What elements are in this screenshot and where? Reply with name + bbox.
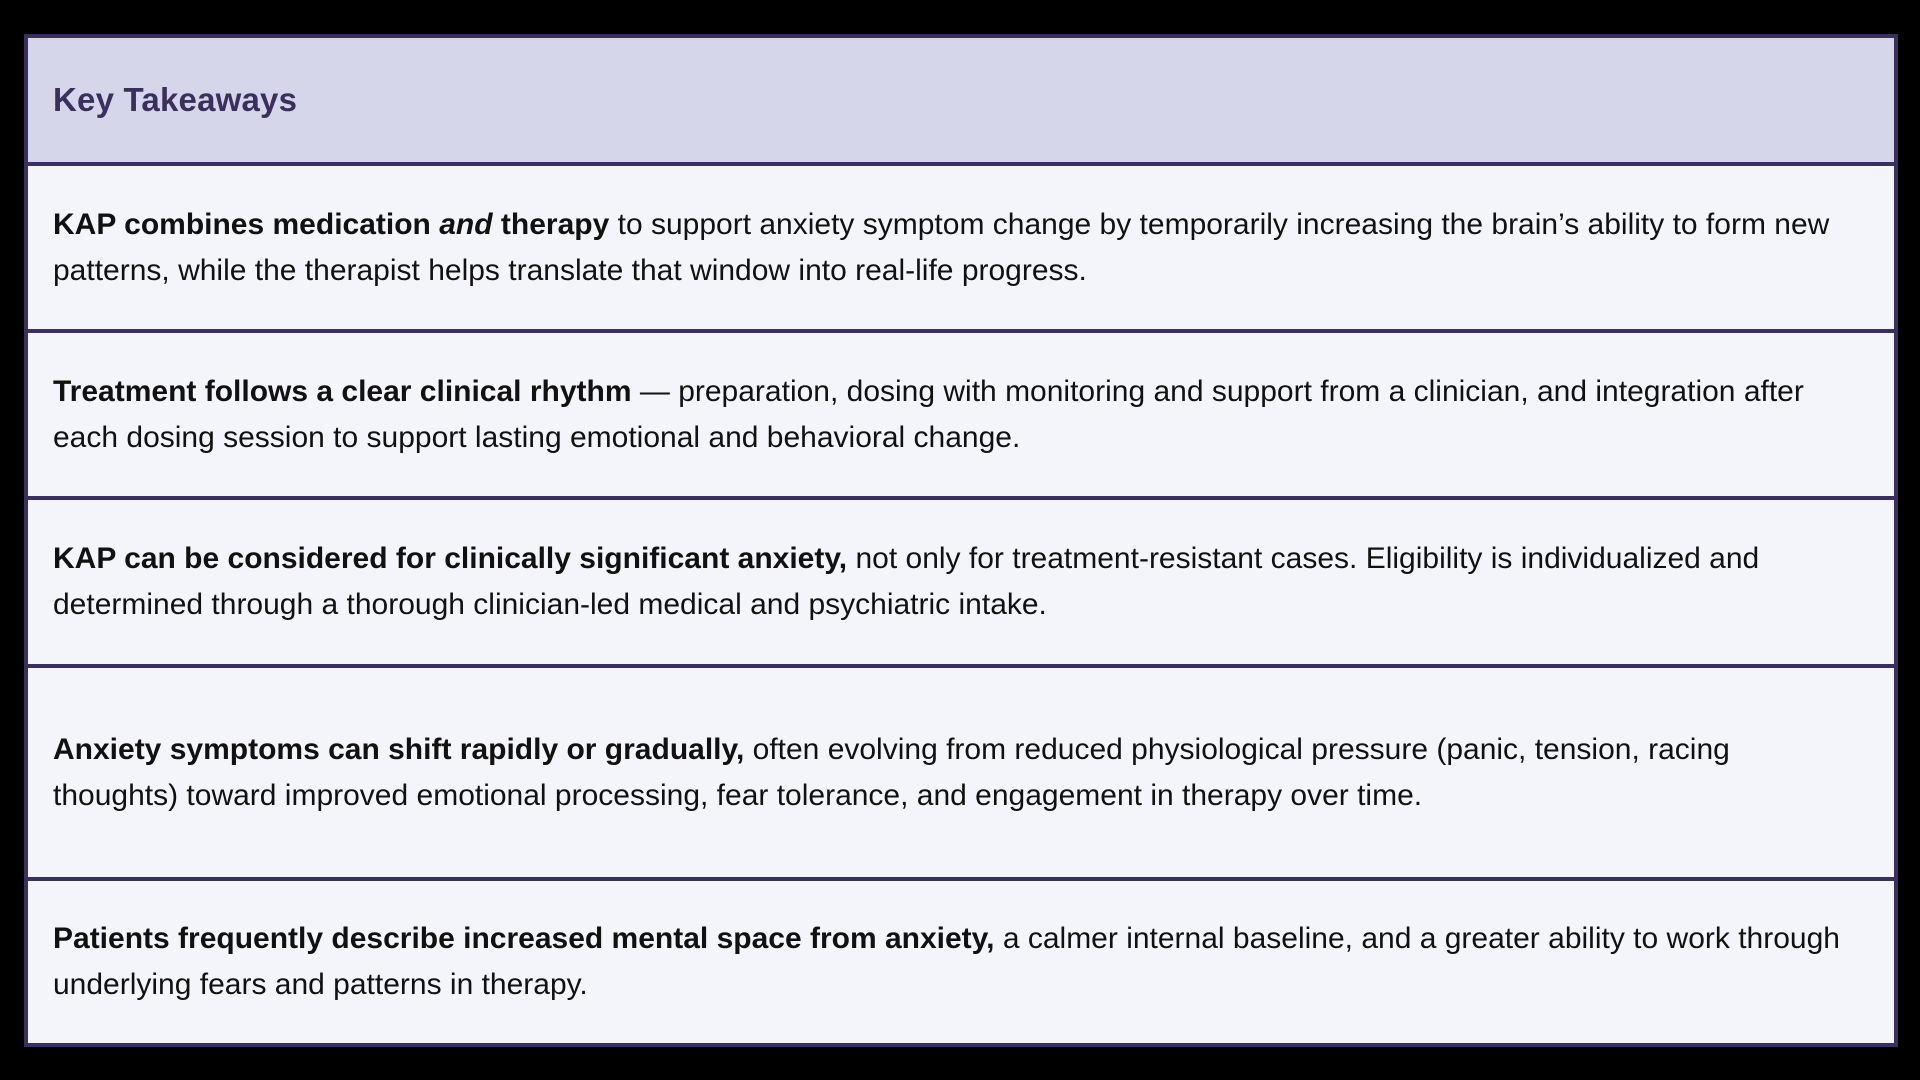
takeaway-bold-lead-cont: therapy (492, 207, 610, 241)
takeaway-body: to support anxiety symptom change by temporarily increasing the brain’s ability to form new patterns, while the therapist helps translate that window into real-life progress. (53, 207, 1830, 287)
takeaway-body: often evolving from reduced physiological pressure (panic, tension, racing thoughts) toward improved emotional processing, fear tolerance, and engagement in therapy over time. (53, 732, 1730, 812)
takeaway-bold-lead: KAP combines medication (53, 207, 440, 241)
takeaway-body: — preparation, dosing with monitoring and support from a clinician, and integration after each dosing session to support lasting emotional and behavioral change. (53, 374, 1804, 454)
takeaway-row-3 (28, 500, 1894, 668)
takeaway-row-1 (28, 166, 1894, 333)
takeaway-row-4 (28, 668, 1894, 881)
takeaway-bold-lead: KAP can be considered for clinically significant anxiety, (53, 542, 848, 575)
takeaway-row-2 (28, 333, 1894, 500)
takeaway-text (53, 536, 1854, 628)
takeaway-bold-lead: Treatment follows a clear clinical rhythm (53, 374, 632, 408)
takeaway-text (53, 916, 1854, 1008)
table-header (28, 38, 1894, 166)
takeaway-body: not only for treatment-resistant cases. Eligibility is individualized and determined through a thorough clinician-led medical and psychiatric intake. (53, 542, 1760, 621)
takeaway-text (53, 727, 1854, 819)
takeaway-text (53, 202, 1854, 294)
takeaway-row-5 (28, 881, 1894, 1043)
takeaway-bold-lead: Anxiety symptoms can shift rapidly or gradually, (53, 732, 745, 766)
takeaway-body: a calmer internal baseline, and a greater ability to work through underlying fears and patterns in therapy. (53, 922, 1840, 1001)
takeaway-bold-lead: Patients frequently describe increased mental space from anxiety, (53, 922, 995, 955)
takeaway-emphasis: and (439, 207, 493, 241)
key-takeaways-table (24, 34, 1898, 1047)
table-title: Key Takeaways (53, 81, 298, 118)
takeaway-text (53, 369, 1854, 461)
